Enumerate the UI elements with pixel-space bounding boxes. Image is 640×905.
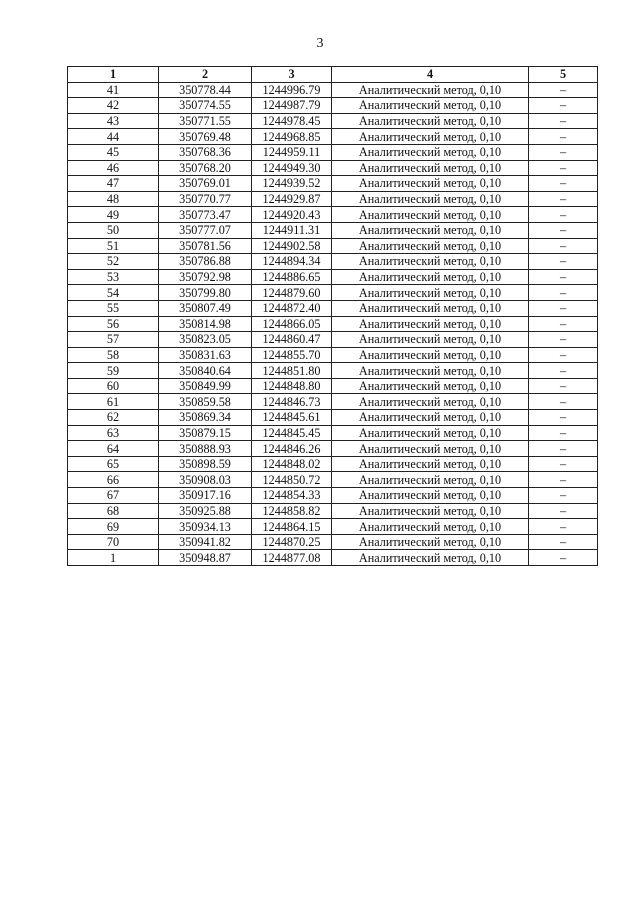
x-coordinate-cell: 350769.01 (159, 176, 252, 192)
point-number-cell: 1 (68, 550, 159, 566)
x-coordinate-cell: 350917.16 (159, 488, 252, 504)
y-coordinate-cell: 1244851.80 (252, 363, 332, 379)
point-number-cell: 59 (68, 363, 159, 379)
table-row (68, 519, 598, 535)
table-row (68, 160, 598, 176)
x-coordinate-cell: 350771.55 (159, 113, 252, 129)
method-cell: Аналитический метод, 0,10 (332, 534, 529, 550)
table-row (68, 472, 598, 488)
table-row (68, 222, 598, 238)
point-number-cell: 64 (68, 441, 159, 457)
point-number-cell: 68 (68, 503, 159, 519)
method-cell: Аналитический метод, 0,10 (332, 550, 529, 566)
y-coordinate-cell: 1244855.70 (252, 347, 332, 363)
y-coordinate-cell: 1244860.47 (252, 332, 332, 348)
y-coordinate-cell: 1244968.85 (252, 129, 332, 145)
point-number-cell: 44 (68, 129, 159, 145)
table-row (68, 488, 598, 504)
x-coordinate-cell: 350925.88 (159, 503, 252, 519)
note-cell: – (529, 269, 598, 285)
header-cell: 2 (159, 67, 252, 83)
method-cell: Аналитический метод, 0,10 (332, 394, 529, 410)
point-number-cell: 45 (68, 144, 159, 160)
table-row (68, 550, 598, 566)
y-coordinate-cell: 1244959.11 (252, 144, 332, 160)
y-coordinate-cell: 1244846.26 (252, 441, 332, 457)
method-cell: Аналитический метод, 0,10 (332, 113, 529, 129)
x-coordinate-cell: 350792.98 (159, 269, 252, 285)
note-cell: – (529, 394, 598, 410)
method-cell: Аналитический метод, 0,10 (332, 269, 529, 285)
method-cell: Аналитический метод, 0,10 (332, 129, 529, 145)
method-cell: Аналитический метод, 0,10 (332, 441, 529, 457)
note-cell: – (529, 285, 598, 301)
note-cell: – (529, 425, 598, 441)
y-coordinate-cell: 1244949.30 (252, 160, 332, 176)
note-cell: – (529, 441, 598, 457)
y-coordinate-cell: 1244939.52 (252, 176, 332, 192)
method-cell: Аналитический метод, 0,10 (332, 191, 529, 207)
table-row (68, 456, 598, 472)
x-coordinate-cell: 350768.36 (159, 144, 252, 160)
method-cell: Аналитический метод, 0,10 (332, 98, 529, 114)
y-coordinate-cell: 1244978.45 (252, 113, 332, 129)
point-number-cell: 62 (68, 410, 159, 426)
y-coordinate-cell: 1244866.05 (252, 316, 332, 332)
note-cell: – (529, 378, 598, 394)
method-cell: Аналитический метод, 0,10 (332, 503, 529, 519)
note-cell: – (529, 503, 598, 519)
note-cell: – (529, 534, 598, 550)
point-number-cell: 56 (68, 316, 159, 332)
note-cell: – (529, 144, 598, 160)
x-coordinate-cell: 350869.34 (159, 410, 252, 426)
x-coordinate-cell: 350799.80 (159, 285, 252, 301)
note-cell: – (529, 363, 598, 379)
note-cell: – (529, 332, 598, 348)
table-row (68, 534, 598, 550)
method-cell: Аналитический метод, 0,10 (332, 363, 529, 379)
x-coordinate-cell: 350768.20 (159, 160, 252, 176)
y-coordinate-cell: 1244845.45 (252, 425, 332, 441)
point-number-cell: 66 (68, 472, 159, 488)
table-row (68, 394, 598, 410)
method-cell: Аналитический метод, 0,10 (332, 238, 529, 254)
point-number-cell: 65 (68, 456, 159, 472)
table-row (68, 285, 598, 301)
table-row (68, 269, 598, 285)
y-coordinate-cell: 1244848.80 (252, 378, 332, 394)
x-coordinate-cell: 350781.56 (159, 238, 252, 254)
method-cell: Аналитический метод, 0,10 (332, 456, 529, 472)
method-cell: Аналитический метод, 0,10 (332, 472, 529, 488)
x-coordinate-cell: 350948.87 (159, 550, 252, 566)
method-cell: Аналитический метод, 0,10 (332, 425, 529, 441)
table-row (68, 410, 598, 426)
x-coordinate-cell: 350888.93 (159, 441, 252, 457)
note-cell: – (529, 129, 598, 145)
point-number-cell: 54 (68, 285, 159, 301)
method-cell: Аналитический метод, 0,10 (332, 207, 529, 223)
method-cell: Аналитический метод, 0,10 (332, 316, 529, 332)
table-row (68, 113, 598, 129)
header-cell: 1 (68, 67, 159, 83)
method-cell: Аналитический метод, 0,10 (332, 410, 529, 426)
table-row (68, 363, 598, 379)
point-number-cell: 52 (68, 254, 159, 270)
table-row (68, 300, 598, 316)
x-coordinate-cell: 350934.13 (159, 519, 252, 535)
point-number-cell: 41 (68, 82, 159, 98)
y-coordinate-cell: 1244848.02 (252, 456, 332, 472)
method-cell: Аналитический метод, 0,10 (332, 285, 529, 301)
header-cell: 4 (332, 67, 529, 83)
table-row (68, 238, 598, 254)
y-coordinate-cell: 1244920.43 (252, 207, 332, 223)
point-number-cell: 55 (68, 300, 159, 316)
x-coordinate-cell: 350908.03 (159, 472, 252, 488)
note-cell: – (529, 82, 598, 98)
point-number-cell: 60 (68, 378, 159, 394)
table-body (68, 82, 598, 565)
point-number-cell: 69 (68, 519, 159, 535)
table-row (68, 503, 598, 519)
y-coordinate-cell: 1244877.08 (252, 550, 332, 566)
x-coordinate-cell: 350823.05 (159, 332, 252, 348)
y-coordinate-cell: 1244987.79 (252, 98, 332, 114)
x-coordinate-cell: 350941.82 (159, 534, 252, 550)
method-cell: Аналитический метод, 0,10 (332, 488, 529, 504)
y-coordinate-cell: 1244911.31 (252, 222, 332, 238)
point-number-cell: 53 (68, 269, 159, 285)
table-row (68, 254, 598, 270)
method-cell: Аналитический метод, 0,10 (332, 378, 529, 394)
table-header-row (68, 67, 598, 83)
x-coordinate-cell: 350831.63 (159, 347, 252, 363)
y-coordinate-cell: 1244870.25 (252, 534, 332, 550)
method-cell: Аналитический метод, 0,10 (332, 144, 529, 160)
point-number-cell: 48 (68, 191, 159, 207)
note-cell: – (529, 300, 598, 316)
table-row (68, 441, 598, 457)
header-cell: 5 (529, 67, 598, 83)
method-cell: Аналитический метод, 0,10 (332, 300, 529, 316)
page-number: 3 (316, 36, 324, 51)
table-row (68, 378, 598, 394)
note-cell: – (529, 550, 598, 566)
method-cell: Аналитический метод, 0,10 (332, 82, 529, 98)
table-row (68, 207, 598, 223)
x-coordinate-cell: 350777.07 (159, 222, 252, 238)
x-coordinate-cell: 350807.49 (159, 300, 252, 316)
table-row (68, 82, 598, 98)
point-number-cell: 57 (68, 332, 159, 348)
point-number-cell: 61 (68, 394, 159, 410)
y-coordinate-cell: 1244850.72 (252, 472, 332, 488)
note-cell: – (529, 488, 598, 504)
y-coordinate-cell: 1244872.40 (252, 300, 332, 316)
x-coordinate-cell: 350786.88 (159, 254, 252, 270)
note-cell: – (529, 222, 598, 238)
note-cell: – (529, 176, 598, 192)
method-cell: Аналитический метод, 0,10 (332, 332, 529, 348)
note-cell: – (529, 347, 598, 363)
y-coordinate-cell: 1244894.34 (252, 254, 332, 270)
y-coordinate-cell: 1244886.65 (252, 269, 332, 285)
point-number-cell: 49 (68, 207, 159, 223)
method-cell: Аналитический метод, 0,10 (332, 254, 529, 270)
y-coordinate-cell: 1244902.58 (252, 238, 332, 254)
table-row (68, 98, 598, 114)
x-coordinate-cell: 350814.98 (159, 316, 252, 332)
table-row (68, 129, 598, 145)
method-cell: Аналитический метод, 0,10 (332, 519, 529, 535)
table-row (68, 176, 598, 192)
y-coordinate-cell: 1244858.82 (252, 503, 332, 519)
note-cell: – (529, 472, 598, 488)
x-coordinate-cell: 350840.64 (159, 363, 252, 379)
table-row (68, 425, 598, 441)
x-coordinate-cell: 350879.15 (159, 425, 252, 441)
point-number-cell: 47 (68, 176, 159, 192)
point-number-cell: 42 (68, 98, 159, 114)
method-cell: Аналитический метод, 0,10 (332, 160, 529, 176)
table-row (68, 316, 598, 332)
x-coordinate-cell: 350778.44 (159, 82, 252, 98)
coordinates-table (67, 66, 598, 566)
point-number-cell: 43 (68, 113, 159, 129)
table-row (68, 144, 598, 160)
method-cell: Аналитический метод, 0,10 (332, 222, 529, 238)
x-coordinate-cell: 350849.99 (159, 378, 252, 394)
point-number-cell: 58 (68, 347, 159, 363)
table-row (68, 191, 598, 207)
y-coordinate-cell: 1244854.33 (252, 488, 332, 504)
y-coordinate-cell: 1244846.73 (252, 394, 332, 410)
point-number-cell: 70 (68, 534, 159, 550)
y-coordinate-cell: 1244864.15 (252, 519, 332, 535)
table-row (68, 332, 598, 348)
note-cell: – (529, 238, 598, 254)
point-number-cell: 50 (68, 222, 159, 238)
note-cell: – (529, 410, 598, 426)
x-coordinate-cell: 350773.47 (159, 207, 252, 223)
point-number-cell: 67 (68, 488, 159, 504)
y-coordinate-cell: 1244996.79 (252, 82, 332, 98)
note-cell: – (529, 207, 598, 223)
note-cell: – (529, 456, 598, 472)
note-cell: – (529, 191, 598, 207)
note-cell: – (529, 254, 598, 270)
header-cell: 3 (252, 67, 332, 83)
y-coordinate-cell: 1244929.87 (252, 191, 332, 207)
table-row (68, 347, 598, 363)
x-coordinate-cell: 350774.55 (159, 98, 252, 114)
x-coordinate-cell: 350898.59 (159, 456, 252, 472)
x-coordinate-cell: 350769.48 (159, 129, 252, 145)
method-cell: Аналитический метод, 0,10 (332, 347, 529, 363)
note-cell: – (529, 160, 598, 176)
note-cell: – (529, 113, 598, 129)
note-cell: – (529, 316, 598, 332)
note-cell: – (529, 98, 598, 114)
method-cell: Аналитический метод, 0,10 (332, 176, 529, 192)
x-coordinate-cell: 350770.77 (159, 191, 252, 207)
y-coordinate-cell: 1244879.60 (252, 285, 332, 301)
note-cell: – (529, 519, 598, 535)
y-coordinate-cell: 1244845.61 (252, 410, 332, 426)
x-coordinate-cell: 350859.58 (159, 394, 252, 410)
point-number-cell: 51 (68, 238, 159, 254)
point-number-cell: 46 (68, 160, 159, 176)
point-number-cell: 63 (68, 425, 159, 441)
